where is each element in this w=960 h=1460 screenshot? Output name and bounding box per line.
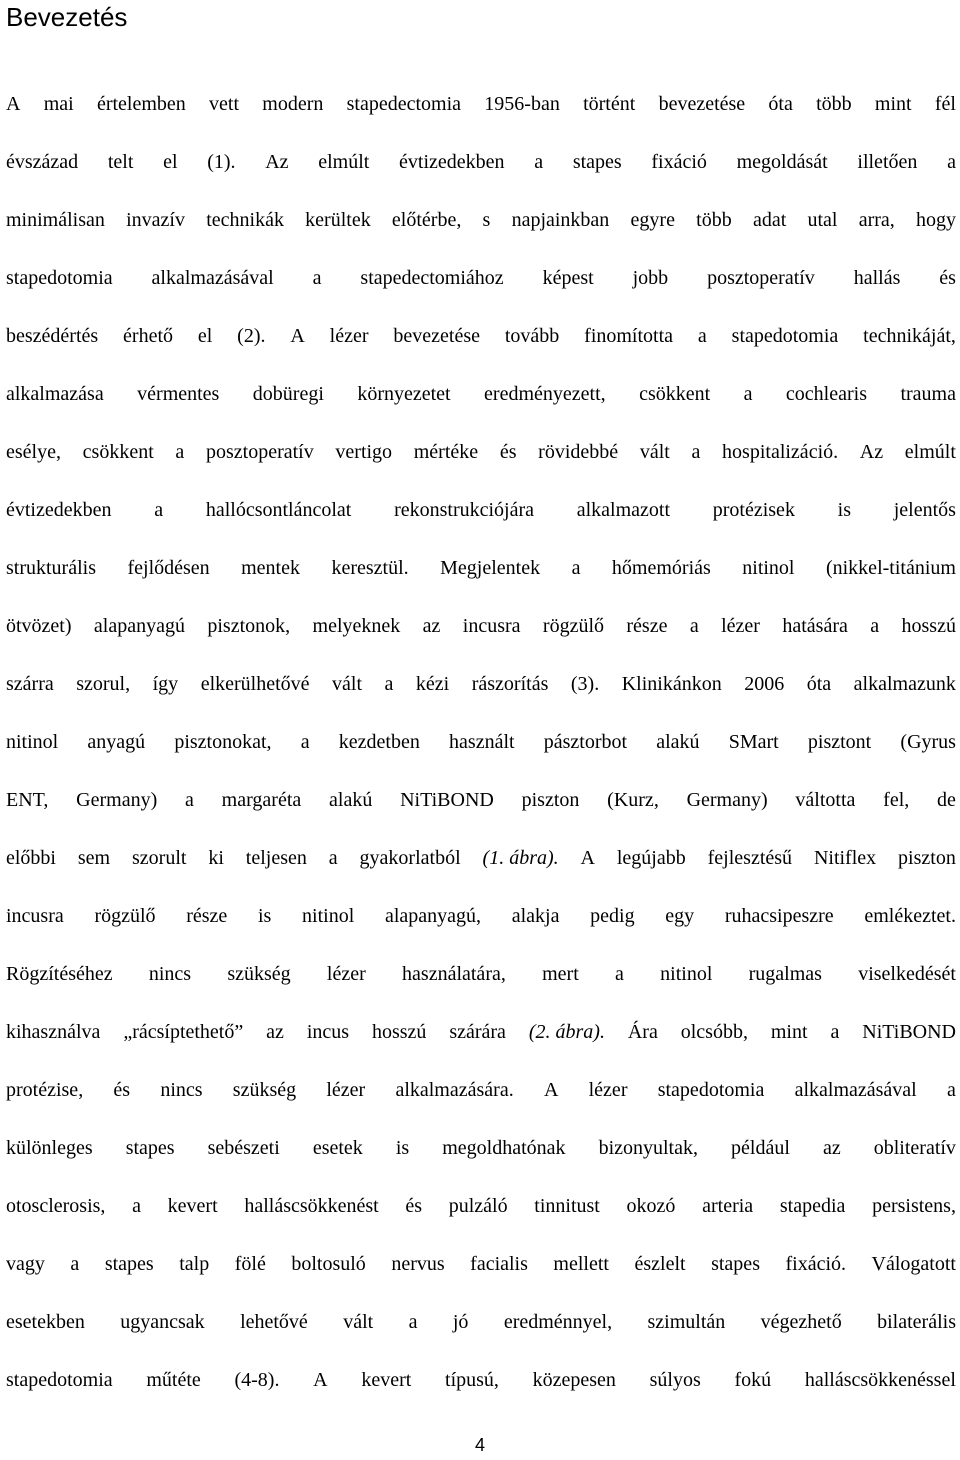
word: lézer — [721, 615, 760, 637]
word: okozó — [626, 1195, 676, 1217]
word: A — [580, 847, 595, 869]
word: alapanyagú, — [384, 905, 482, 927]
word: boltosuló — [291, 1253, 366, 1275]
text-line — [6, 838, 956, 896]
word: bizonyultak, — [598, 1137, 698, 1159]
word: fel, — [883, 789, 910, 811]
word: arra, — [858, 209, 895, 231]
word: gyakorlatból — [359, 847, 461, 869]
word: Germany) — [76, 789, 158, 811]
word: váltotta — [795, 789, 856, 811]
word: vérmentes — [137, 383, 220, 405]
word: a — [691, 441, 701, 463]
word: A — [6, 93, 21, 115]
word: olcsóbb, — [680, 1021, 748, 1043]
word: strukturális — [6, 557, 96, 579]
word: szorult — [132, 847, 187, 869]
word: nitinol — [6, 731, 59, 753]
word: (Kurz, — [607, 789, 659, 811]
word: viselkedését — [858, 963, 956, 985]
text-line — [6, 1128, 956, 1186]
word: alkalmazására. — [395, 1079, 514, 1101]
word: Klinikánkon — [621, 673, 722, 695]
word: bevezetése — [658, 93, 746, 115]
word: alkalmazása — [6, 383, 104, 405]
word: pulzáló — [448, 1195, 508, 1217]
word: évszázad — [6, 151, 79, 173]
word: kevert — [167, 1195, 218, 1217]
word: használatára, — [402, 963, 506, 985]
text-line — [6, 548, 956, 606]
word: (1. ábra). — [482, 847, 559, 869]
word: egyre — [630, 209, 675, 231]
word: hosszú — [901, 615, 956, 637]
word: Germany) — [686, 789, 768, 811]
text-line — [6, 374, 956, 432]
word: a — [175, 441, 185, 463]
word: vett — [209, 93, 240, 115]
word: stapedectomiához — [360, 267, 504, 289]
word: telt — [107, 151, 134, 173]
word: a — [947, 151, 956, 173]
word: hőmemóriás — [611, 557, 711, 579]
text-line — [6, 142, 956, 200]
word: nitinol — [660, 963, 713, 985]
word: szorul, — [76, 673, 131, 695]
text-line — [6, 780, 956, 838]
word: el — [163, 151, 178, 173]
word: kihasználva — [6, 1021, 101, 1043]
word: incusra — [6, 905, 64, 927]
word: (Gyrus — [900, 731, 956, 753]
word: fél — [934, 93, 956, 115]
word: stapedotomia — [6, 1369, 113, 1391]
word: hallócsontláncolat — [205, 499, 352, 521]
word: a — [312, 267, 322, 289]
word: a — [830, 1021, 840, 1043]
text-line — [6, 432, 956, 490]
word: és — [113, 1079, 131, 1101]
word: jó — [452, 1311, 469, 1333]
word: előbbi — [6, 847, 56, 869]
word: vertigo — [335, 441, 393, 463]
text-line — [6, 200, 956, 258]
word: s — [482, 209, 491, 231]
word: csökkent — [639, 383, 711, 405]
word: része — [626, 615, 668, 637]
word: eredménnyel, — [503, 1311, 613, 1333]
word: stapes — [711, 1253, 760, 1275]
word: az — [822, 1137, 841, 1159]
word: mint — [874, 93, 912, 115]
word: pedig — [590, 905, 635, 927]
word: Ára — [627, 1021, 658, 1043]
text-line — [6, 664, 956, 722]
word: lézer — [326, 1079, 366, 1101]
word: típusú, — [445, 1369, 499, 1391]
word: és — [405, 1195, 423, 1217]
word: a — [571, 557, 581, 579]
word: történt — [583, 93, 636, 115]
word: jobb — [632, 267, 669, 289]
word: lehetővé — [240, 1311, 308, 1333]
text-line — [6, 954, 956, 1012]
word: érhető — [123, 325, 174, 347]
word: trauma — [900, 383, 956, 405]
word: vált — [343, 1311, 374, 1333]
word: stapedotomia — [731, 325, 839, 347]
word: nitinol — [742, 557, 795, 579]
word: persistens, — [872, 1195, 956, 1217]
word: szárára — [449, 1021, 506, 1043]
word: esetek — [312, 1137, 363, 1159]
word: pisztonokat, — [174, 731, 272, 753]
text-line — [6, 1012, 956, 1070]
word: alkalmazunk — [853, 673, 956, 695]
word: elmúlt — [318, 151, 370, 173]
word: utal — [807, 209, 838, 231]
word: hallás — [853, 267, 901, 289]
word: ki — [208, 847, 224, 869]
word: megoldását — [736, 151, 828, 173]
word: nincs — [160, 1079, 203, 1101]
word: súlyos — [649, 1369, 701, 1391]
word: a — [384, 673, 394, 695]
word: illetően — [857, 151, 918, 173]
word: 2006 — [744, 673, 785, 695]
word: (4-8). — [234, 1369, 280, 1391]
word: rögzülő — [94, 905, 156, 927]
word: műtéte — [146, 1369, 201, 1391]
word: fölé — [234, 1253, 266, 1275]
word: megoldhatónak — [442, 1137, 566, 1159]
word: stapedotomia — [6, 267, 113, 289]
word: is — [837, 499, 851, 521]
word: hosszú — [371, 1021, 427, 1043]
word: beszédértés — [6, 325, 99, 347]
word: teljesen — [245, 847, 307, 869]
word: szárra — [6, 673, 54, 695]
word: vagy — [6, 1253, 45, 1275]
word: elmúlt — [904, 441, 956, 463]
text-line — [6, 1360, 956, 1418]
text-line — [6, 316, 956, 374]
word: posztoperatív — [205, 441, 314, 463]
word: kézi — [415, 673, 450, 695]
word: szükség — [232, 1079, 297, 1101]
word: legújabb — [616, 847, 686, 869]
word: stapes — [125, 1137, 175, 1159]
text-line — [6, 1244, 956, 1302]
word: stapes — [572, 151, 622, 173]
word: sem — [77, 847, 111, 869]
word: rövidebbé — [538, 441, 619, 463]
word: technikáját, — [863, 325, 956, 347]
word: így — [152, 673, 179, 695]
word: mert — [542, 963, 579, 985]
word: bevezetése — [393, 325, 480, 347]
word: piszton — [898, 847, 956, 869]
word: a — [689, 615, 699, 637]
word: fokú — [734, 1369, 772, 1391]
word: incusra — [462, 615, 521, 637]
body-paragraph — [6, 84, 956, 1418]
word: része — [186, 905, 228, 927]
word: mentek — [241, 557, 300, 579]
word: margaréta — [221, 789, 302, 811]
word: jelentős — [893, 499, 956, 521]
word: sebészeti — [207, 1137, 280, 1159]
word: a — [870, 615, 880, 637]
word: stapes — [104, 1253, 154, 1275]
word: a — [743, 383, 753, 405]
text-line — [6, 1302, 956, 1360]
word: rögzülő — [542, 615, 605, 637]
word: (3). — [570, 673, 600, 695]
word: kezdetben — [338, 731, 420, 753]
word: alakja — [511, 905, 560, 927]
word: NiTiBOND — [400, 789, 494, 811]
word: értelemben — [96, 93, 186, 115]
word: a — [328, 847, 338, 869]
word: bilaterális — [877, 1311, 956, 1333]
word: is — [395, 1137, 410, 1159]
word: incus — [306, 1021, 350, 1043]
word: stapedia — [779, 1195, 846, 1217]
word: hospitalizáció. — [722, 441, 839, 463]
word: évtizedekben — [399, 151, 505, 173]
word: több — [816, 93, 852, 115]
word: a — [185, 789, 194, 811]
word: használt — [449, 731, 515, 753]
word: technikák — [206, 209, 284, 231]
word: elkerülhetővé — [200, 673, 310, 695]
word: Megjelentek — [440, 557, 541, 579]
word: talp — [179, 1253, 210, 1275]
word: halláscsökkenéssel — [804, 1369, 956, 1391]
word: fejlesztésű — [707, 847, 793, 869]
word: képest — [542, 267, 594, 289]
word: a — [534, 151, 544, 173]
word: hogy — [916, 209, 956, 231]
page-number: 4 — [474, 1435, 485, 1455]
word: finomította — [584, 325, 674, 347]
word: Az — [859, 441, 884, 463]
word: tinnitust — [534, 1195, 600, 1217]
word: facialis — [470, 1253, 528, 1275]
word: egy — [665, 905, 695, 927]
word: alkalmazásával — [151, 267, 274, 289]
word: lézer — [326, 963, 366, 985]
word: (2. ábra). — [528, 1021, 605, 1043]
word: mint — [770, 1021, 808, 1043]
word: dobüregi — [252, 383, 324, 405]
word: az — [422, 615, 441, 637]
word: SMart — [728, 731, 779, 753]
word: anyagú — [87, 731, 146, 753]
word: pásztorbot — [543, 731, 628, 753]
text-line — [6, 896, 956, 954]
word: mellett — [553, 1253, 609, 1275]
word: a — [408, 1311, 418, 1333]
word: eredményezett, — [484, 383, 606, 405]
word: (nikkel-titánium — [825, 557, 956, 579]
word: esélye, — [6, 441, 61, 463]
word: közepesen — [532, 1369, 616, 1391]
word: (1). — [207, 151, 236, 173]
word: modern — [262, 93, 324, 115]
word: esetekben — [6, 1311, 85, 1333]
word: a — [300, 731, 310, 753]
word: környezetet — [357, 383, 451, 405]
word: Rögzítéséhez — [6, 963, 113, 985]
word: a — [70, 1253, 80, 1275]
word: pisztont — [807, 731, 872, 753]
text-line — [6, 606, 956, 664]
word: a — [615, 963, 624, 985]
word: tovább — [504, 325, 560, 347]
word: otosclerosis, — [6, 1195, 106, 1217]
word: ENT, — [6, 789, 49, 811]
word: fejlődésen — [127, 557, 210, 579]
word: A — [313, 1369, 328, 1391]
word: napjainkban — [511, 209, 610, 231]
word: (2). — [237, 325, 266, 347]
text-line — [6, 1070, 956, 1128]
word: észlelt — [634, 1253, 686, 1275]
word: óta — [806, 673, 832, 695]
word: például — [731, 1137, 790, 1159]
word: protézisek — [712, 499, 795, 521]
word: a — [697, 325, 707, 347]
word: fixáció. — [785, 1253, 847, 1275]
word: ötvözet) — [6, 615, 72, 637]
word: is — [258, 905, 272, 927]
word: pisztonok, — [207, 615, 291, 637]
word: halláscsökkenést — [244, 1195, 379, 1217]
word: keresztül. — [331, 557, 409, 579]
word: Válogatott — [871, 1253, 956, 1275]
word: el — [197, 325, 213, 347]
word: különleges — [6, 1137, 93, 1159]
word: NiTiBOND — [862, 1021, 956, 1043]
word: melyeknek — [312, 615, 401, 637]
word: protézise, — [6, 1079, 84, 1101]
word: ugyancsak — [120, 1311, 205, 1333]
word: posztoperatív — [707, 267, 815, 289]
word: lézer — [329, 325, 369, 347]
word: arteria — [702, 1195, 754, 1217]
word: szükség — [227, 963, 291, 985]
word: a — [132, 1195, 141, 1217]
word: Nitiflex — [813, 847, 877, 869]
word: invazív — [126, 209, 185, 231]
word: hatására — [782, 615, 848, 637]
word: 1956-ban — [484, 93, 560, 115]
word: nincs — [148, 963, 192, 985]
word: a — [154, 499, 164, 521]
word: óta — [768, 93, 793, 115]
word: A — [290, 325, 305, 347]
word: vált — [639, 441, 670, 463]
word: nervus — [391, 1253, 445, 1275]
word: rugalmas — [748, 963, 822, 985]
word: a — [946, 1079, 956, 1101]
text-line — [6, 84, 956, 142]
word: stapedotomia — [657, 1079, 765, 1101]
word: rekonstrukciójára — [394, 499, 535, 521]
word: adat — [752, 209, 787, 231]
text-line — [6, 722, 956, 780]
word: piszton — [521, 789, 580, 811]
word: nitinol — [302, 905, 355, 927]
text-line — [6, 490, 956, 548]
word: lézer — [588, 1079, 628, 1101]
word: alakú — [329, 789, 373, 811]
word: alapanyagú — [93, 615, 185, 637]
word: rászorítás — [471, 673, 549, 695]
word: az — [266, 1021, 284, 1043]
word: évtizedekben — [6, 499, 112, 521]
word: minimálisan — [6, 209, 105, 231]
word: „rácsíptethető” — [123, 1021, 244, 1043]
word: alakú — [656, 731, 700, 753]
word: A — [543, 1079, 559, 1101]
word: szimultán — [647, 1311, 726, 1333]
word: végezhető — [760, 1311, 842, 1333]
word: fixáció — [651, 151, 707, 173]
word: obliteratív — [873, 1137, 956, 1159]
word: emlékeztet. — [864, 905, 956, 927]
word: csökkent — [82, 441, 154, 463]
word: kevert — [361, 1369, 412, 1391]
word: vált — [332, 673, 363, 695]
word: stapedectomia — [346, 93, 462, 115]
word: mai — [43, 93, 74, 115]
word: kerültek — [305, 209, 371, 231]
word: mértéke — [413, 441, 479, 463]
word: alkalmazásával — [794, 1079, 917, 1101]
word: és — [939, 267, 956, 289]
section-heading: Bevezetés — [6, 2, 128, 32]
word: de — [937, 789, 956, 811]
word: és — [499, 441, 517, 463]
word: ruhacsipeszre — [724, 905, 834, 927]
text-line — [6, 258, 956, 316]
text-line — [6, 1186, 956, 1244]
word: több — [696, 209, 732, 231]
word: Az — [265, 151, 289, 173]
word: alkalmazott — [576, 499, 671, 521]
word: előtérbe, — [391, 209, 462, 231]
word: cochlearis — [785, 383, 867, 405]
